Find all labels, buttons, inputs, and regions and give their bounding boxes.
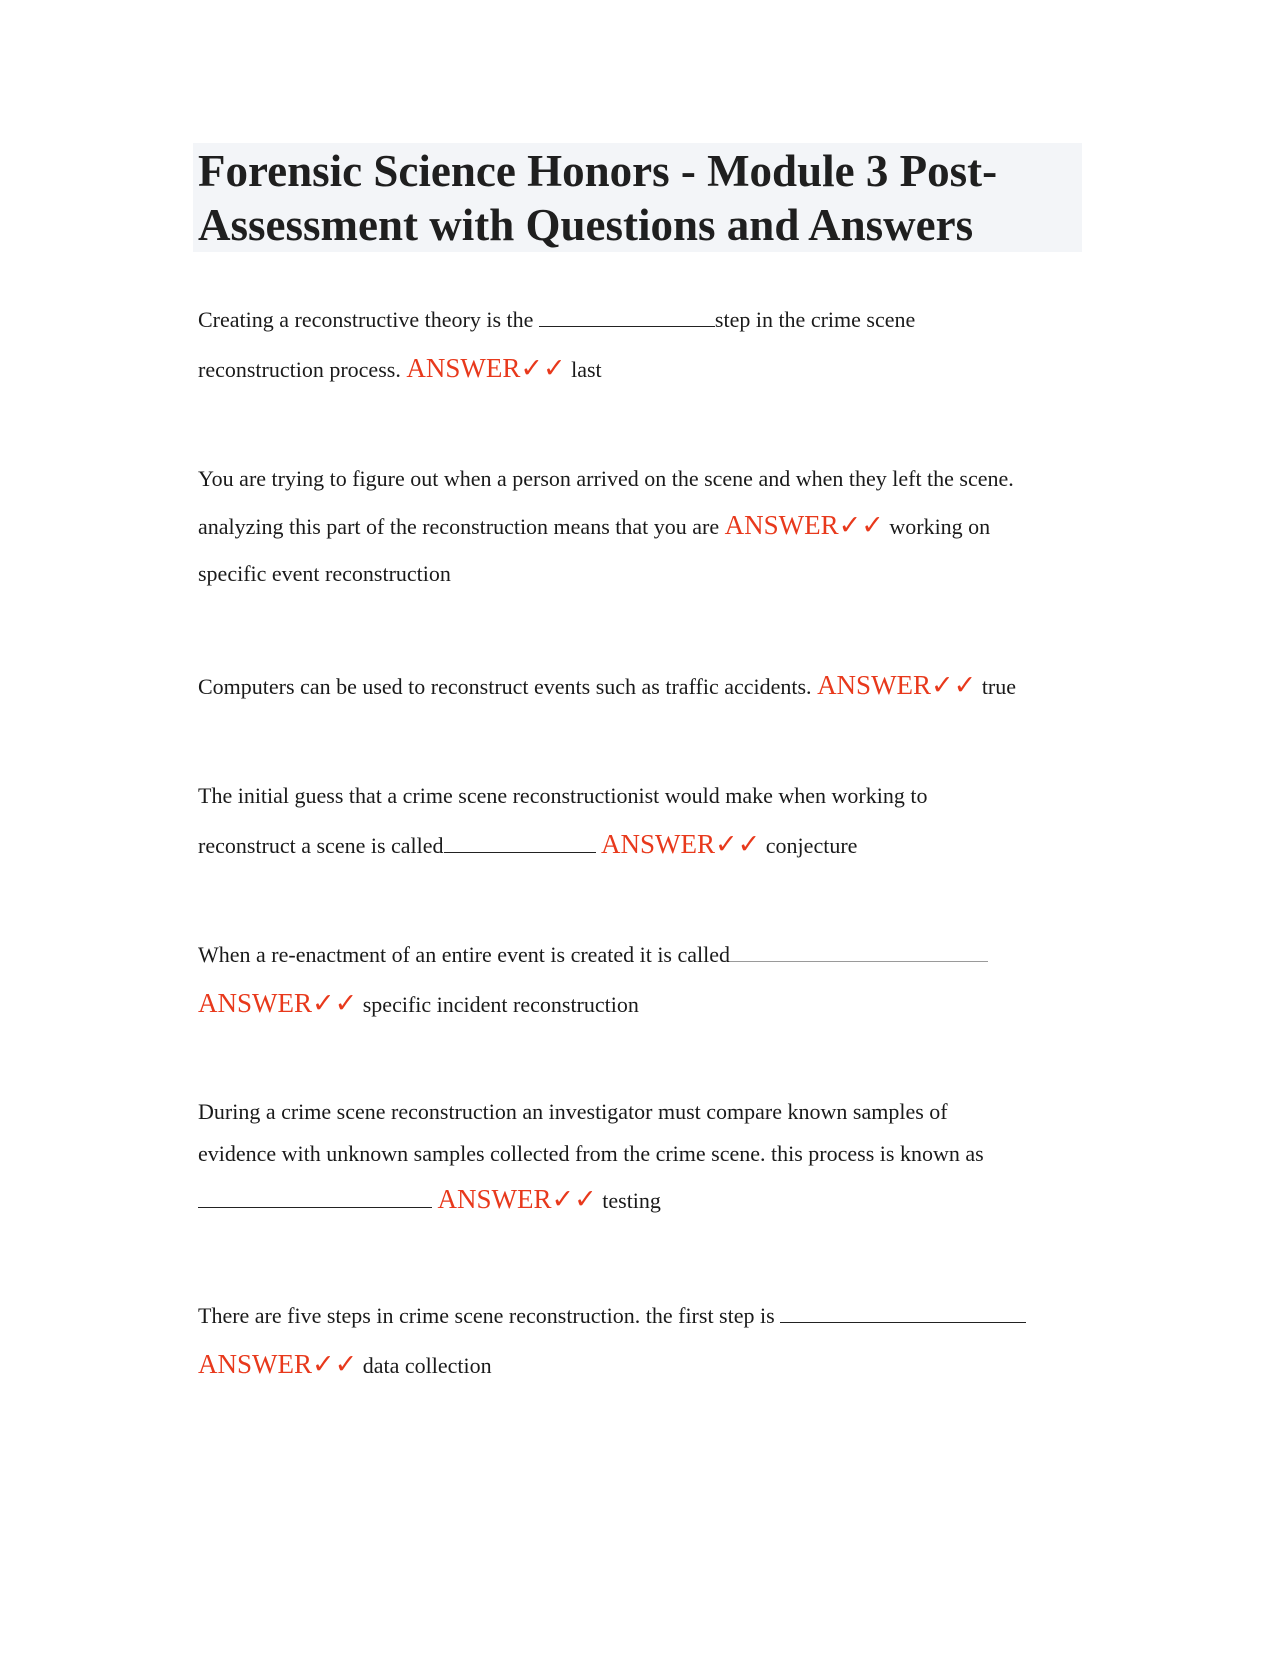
answer-label: ANSWER✓✓ bbox=[406, 353, 566, 383]
question-text: When a re-enactment of an entire event is created it is called bbox=[198, 942, 731, 967]
page-title: Forensic Science Honors - Module 3 Post-Assessment with Questions and Answers bbox=[198, 146, 998, 250]
question-text: reconstruct a scene is called bbox=[198, 833, 444, 858]
answer-text: working on bbox=[889, 514, 991, 539]
qa-item-6 bbox=[198, 1091, 1088, 1225]
qa-item-7 bbox=[198, 1292, 1088, 1390]
answer-label: ANSWER✓✓ bbox=[437, 1184, 597, 1214]
answer-text: specific incident reconstruction bbox=[362, 992, 639, 1017]
qa-item-3 bbox=[198, 661, 1088, 711]
answer-text: true bbox=[981, 674, 1017, 699]
question-text: evidence with unknown samples collected from the crime scene. this process is known as bbox=[198, 1141, 984, 1166]
answer-blank bbox=[730, 941, 988, 962]
answer-label: ANSWER✓✓ bbox=[198, 1349, 358, 1379]
question-text: The initial guess that a crime scene reconstructionist would make when working to bbox=[198, 783, 928, 808]
qa-item-4 bbox=[198, 772, 1088, 870]
answer-label: ANSWER✓✓ bbox=[601, 829, 761, 859]
answer-label: ANSWER✓✓ bbox=[198, 988, 358, 1018]
answer-text: data collection bbox=[362, 1353, 492, 1378]
question-text: Computers can be used to reconstruct events such as traffic accidents. bbox=[198, 674, 812, 699]
question-text: reconstruction process. bbox=[198, 357, 401, 382]
answer-text: last bbox=[571, 357, 602, 382]
answer-blank bbox=[444, 832, 596, 853]
qa-item-2 bbox=[198, 455, 1088, 597]
question-text: step in the crime scene bbox=[714, 307, 916, 332]
qa-item-5 bbox=[198, 931, 1088, 1029]
question-text: You are trying to figure out when a person arrived on the scene and when they left the scene. bbox=[198, 466, 1014, 491]
answer-label: ANSWER✓✓ bbox=[817, 670, 977, 700]
question-text: There are five steps in crime scene reconstruction. the first step is bbox=[198, 1303, 775, 1328]
answer-label: ANSWER✓✓ bbox=[724, 510, 884, 540]
answer-blank bbox=[780, 1302, 1026, 1323]
answer-text: testing bbox=[602, 1188, 661, 1213]
question-text: During a crime scene reconstruction an investigator must compare known samples of bbox=[198, 1099, 948, 1124]
question-text: analyzing this part of the reconstruction means that you are bbox=[198, 514, 720, 539]
qa-item-1 bbox=[198, 296, 1088, 394]
answer-blank bbox=[198, 1187, 432, 1208]
question-text: Creating a reconstructive theory is the bbox=[198, 307, 534, 332]
answer-text: conjecture bbox=[765, 833, 858, 858]
answer-text: specific event reconstruction bbox=[198, 561, 451, 586]
answer-blank bbox=[539, 306, 715, 327]
